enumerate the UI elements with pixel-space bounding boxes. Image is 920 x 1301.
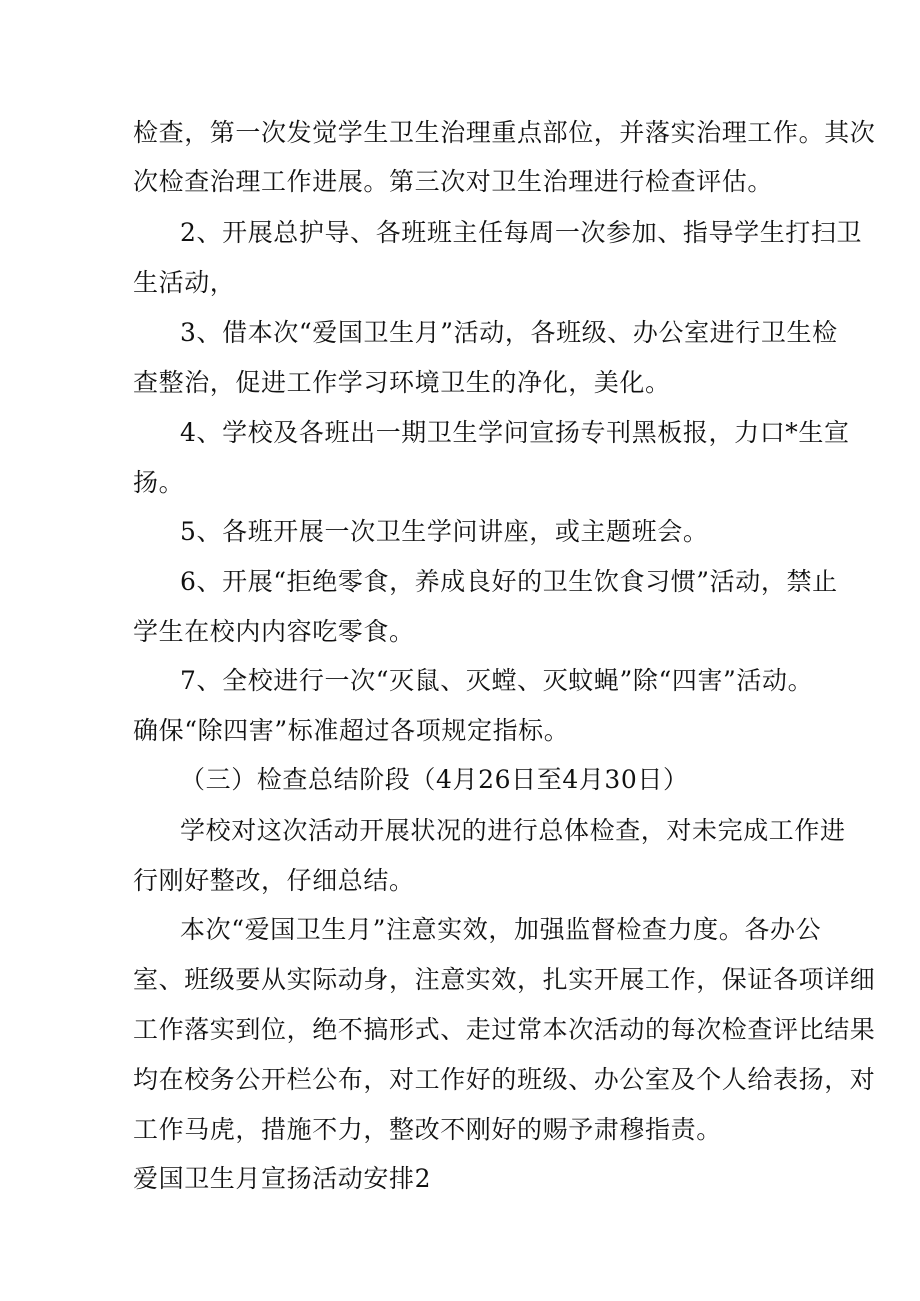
text-line: 生活动， (133, 268, 236, 297)
paragraph-item-4: 4、学校及各班出一期卫生学问宣扬专刊黑板报，力口*生宣 (180, 418, 850, 447)
text-line: 确保“除四害”标准超过各项规定指标。 (133, 716, 570, 745)
text-line: 工作马虎，措施不力，整改不刚好的赐予肃穆指责。 (133, 1115, 722, 1144)
section-heading: （三）检查总结阶段（4月26日至4月30日） (180, 765, 689, 794)
text-line: 室、班级要从实际动身，注意实效，扎实开展工作，保证各项详细 (133, 965, 876, 994)
document-title: 爱国卫生月宣扬活动安排2 (133, 1164, 432, 1193)
text-line: 工作落实到位，绝不搞形式、走过常本次活动的每次检查评比结果 (133, 1015, 876, 1044)
paragraph-item-7: 7、全校进行一次“灭鼠、灭螳、灭蚊蝇”除“四害”活动。 (180, 666, 814, 695)
text-line: 均在校务公开栏公布，对工作好的班级、办公室及个人给表扬，对 (133, 1065, 876, 1094)
paragraph: 学校对这次活动开展状况的进行总体检查，对未完成工作进 (180, 816, 846, 845)
text-line: 次检查治理工作进展。第三次对卫生治理进行检查评估。 (133, 167, 774, 196)
text-line: 行刚好整改，仔细总结。 (133, 866, 415, 895)
text-line: 查整治，促进工作学习环境卫生的净化，美化。 (133, 368, 671, 397)
paragraph: 本次“爱国卫生月”注意实效，加强监督检查力度。各办公 (180, 915, 822, 944)
paragraph-item-5: 5、各班开展一次卫生学问讲座，或主题班会。 (180, 517, 709, 546)
paragraph-item-3: 3、借本次“爱国卫生月”活动，各班级、办公室进行卫生检 (180, 318, 838, 347)
paragraph-item-6: 6、开展“拒绝零食，养成良好的卫生饮食习惯”活动，禁止 (180, 567, 838, 596)
text-line: 检查，第一次发觉学生卫生治理重点部位，并落实治理工作。其次 (133, 118, 876, 147)
text-line: 扬。 (133, 468, 185, 497)
paragraph-item-2: 2、开展总护导、各班班主任每周一次参加、指导学生打扫卫 (180, 218, 863, 247)
text-line: 学生在校内内容吃零食。 (133, 617, 415, 646)
